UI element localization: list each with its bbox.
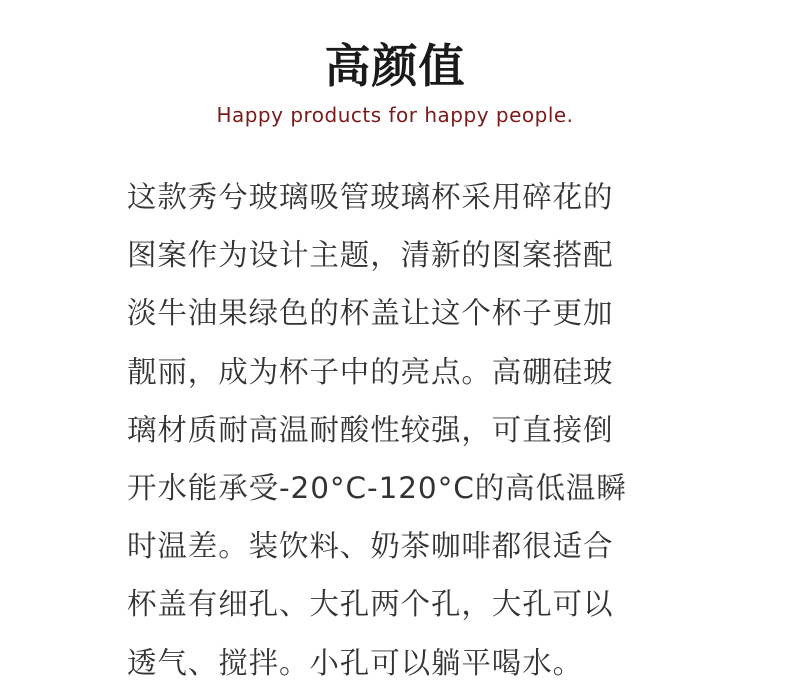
description-line: 透气、搅拌。小孔可以躺平喝水。 <box>127 645 584 680</box>
page-title: 高颜值 <box>324 39 466 93</box>
description-line: 图案作为设计主题，清新的图案搭配 <box>127 238 614 273</box>
description-line: 这款秀兮玻璃吸管玻璃杯采用碎花的 <box>127 180 614 214</box>
description-paragraph <box>127 168 687 692</box>
description-line: 璃材质耐高温耐酸性较强，可直接倒 <box>127 412 614 447</box>
page-subtitle: Happy products for happy people. <box>216 103 574 127</box>
description-line: 时温差。装饮料、奶茶咖啡都很适合 <box>127 529 614 564</box>
description-line: 靓丽，成为杯子中的亮点。高硼硅玻 <box>127 354 614 389</box>
description-line: 杯盖有细孔、大孔两个孔，大孔可以 <box>127 587 614 622</box>
description-line: 淡牛油果绿色的杯盖让这个杯子更加 <box>127 296 614 331</box>
description-line: 开水能承受-20°C-120°C的高低温瞬 <box>127 470 627 505</box>
